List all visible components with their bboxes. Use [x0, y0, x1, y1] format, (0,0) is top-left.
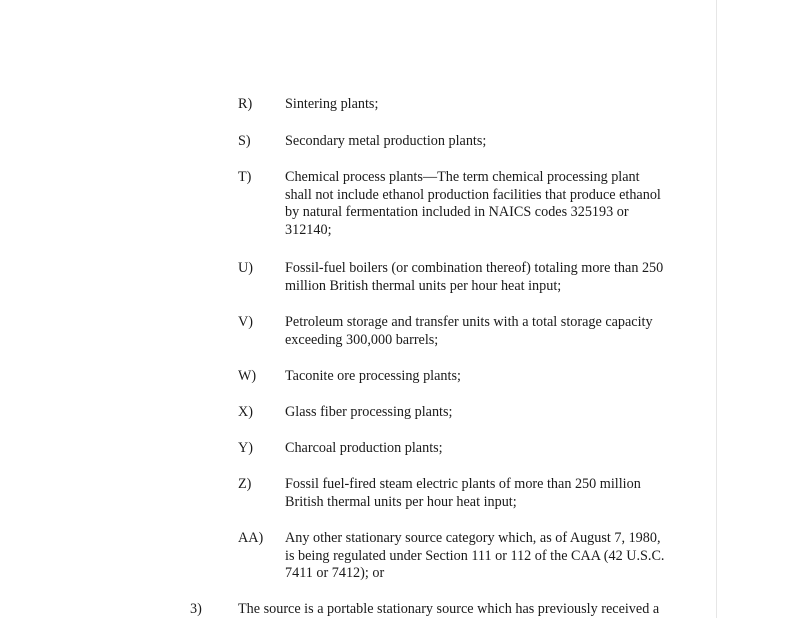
text-line: Charcoal production plants; [285, 440, 443, 456]
text-line: Fossil-fuel boilers (or combination thereof) totaling more than 250 [285, 260, 664, 276]
list-item-text [285, 314, 715, 349]
list-item-text [285, 368, 715, 386]
text-line: 7411 or 7412); or [285, 565, 385, 581]
text-line: shall not include ethanol production facilities that produce ethanol [285, 186, 661, 203]
list-item-text [285, 133, 715, 151]
list-item-label: W) [238, 368, 257, 384]
page-edge-divider [716, 0, 717, 618]
text-line: Taconite ore processing plants; [285, 368, 461, 384]
list-item-label: Y) [238, 440, 253, 456]
text-line: British thermal units per hour heat input; [285, 493, 517, 510]
text-line: Petroleum storage and transfer units with a total storage capacity [285, 314, 653, 330]
list-item-text [285, 260, 715, 295]
text-line: million British thermal units per hour heat input; [285, 277, 562, 294]
list-item-label: V) [238, 314, 253, 330]
text-line: is being regulated under Section 111 or 112 of the CAA (42 U.S.C. [285, 547, 665, 564]
list-item-label: AA) [238, 530, 264, 546]
list-item-label: Z) [238, 476, 252, 492]
text-line: Sintering plants; [285, 96, 379, 112]
numbered-item-text [238, 601, 718, 619]
text-line: by natural fermentation included in NAICS codes 325193 or [285, 204, 629, 220]
text-line: Fossil fuel-fired steam electric plants of more than 250 million [285, 476, 641, 492]
text-line: Any other stationary source category which, as of August 7, 1980, [285, 530, 661, 546]
text-line: Chemical process plants—The term chemical processing plant [285, 169, 640, 185]
text-line: The source is a portable stationary source which has previously received a [238, 601, 660, 617]
text-line: 312140; [285, 221, 332, 238]
list-item-label: R) [238, 96, 253, 112]
text-line: Secondary metal production plants; [285, 133, 487, 149]
list-item-label: T) [238, 169, 252, 185]
list-item-label: U) [238, 260, 253, 276]
text-line: exceeding 300,000 barrels; [285, 331, 439, 348]
list-item-text [285, 530, 715, 583]
list-item-text [285, 476, 715, 511]
list-item-label: S) [238, 133, 251, 149]
text-line: Glass fiber processing plants; [285, 404, 453, 420]
list-item-text [285, 440, 715, 458]
list-item-text [285, 96, 715, 114]
numbered-item-label: 3) [190, 601, 202, 617]
list-item-label: X) [238, 404, 253, 420]
list-item-text [285, 169, 715, 239]
list-item-text [285, 404, 715, 422]
